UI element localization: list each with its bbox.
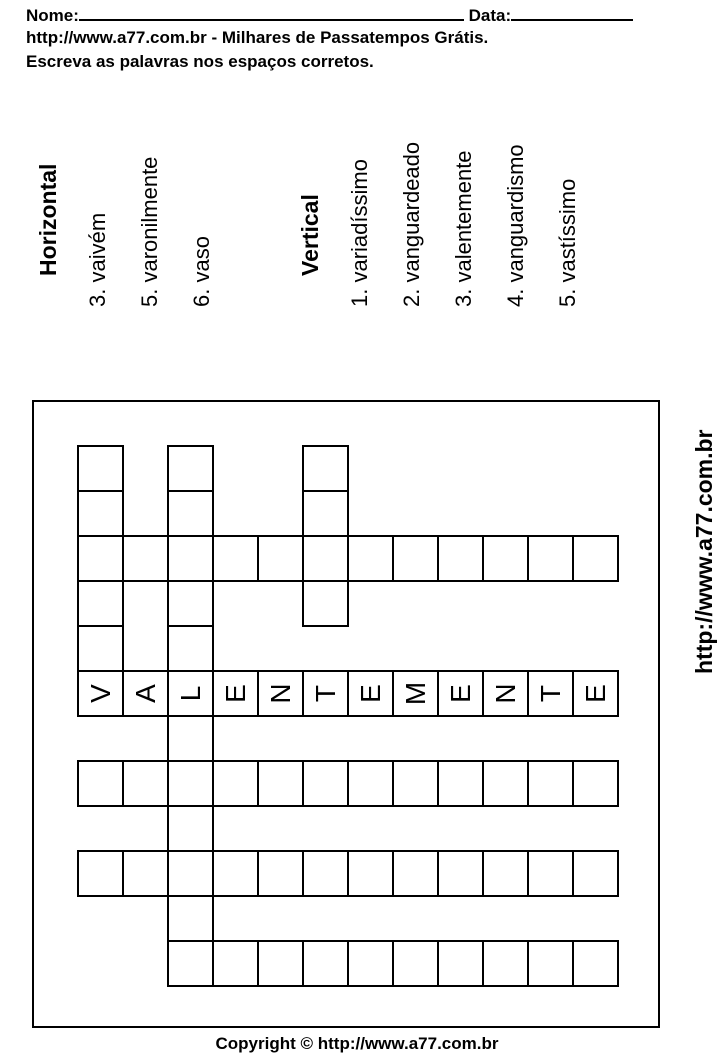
crossword-cell[interactable] [257,940,304,987]
crossword-cell[interactable] [212,940,259,987]
crossword-cell[interactable] [167,580,214,627]
crossword-cell[interactable] [167,445,214,492]
vertical-clue-1: 1. variadíssimo [347,159,372,307]
crossword-cell[interactable] [392,940,439,987]
crossword-cell[interactable] [482,850,529,897]
crossword-cell[interactable] [302,535,349,582]
vertical-clue-2: 2. vanguardeado [399,141,424,307]
footer-copyright: Copyright © http://www.a77.com.br [215,1034,499,1053]
crossword-cell[interactable] [392,850,439,897]
crossword-cell[interactable] [527,760,574,807]
crossword-cell[interactable] [122,535,169,582]
crossword-cell[interactable] [167,625,214,672]
crossword-cell[interactable] [167,850,214,897]
crossword-cell[interactable] [302,580,349,627]
header-site-line: http://www.a77.com.br - Milhares de Passatempos Grátis. [26,28,489,47]
crossword-cell[interactable] [347,940,394,987]
crossword-cell[interactable] [302,445,349,492]
crossword-cell[interactable] [392,670,439,717]
crossword-cell[interactable] [572,670,619,717]
crossword-cell[interactable] [257,670,304,717]
crossword-cell[interactable] [527,940,574,987]
vertical-clue-4: 4. vanguardismo [503,144,528,307]
crossword-cell[interactable] [77,625,124,672]
crossword-cell[interactable] [437,940,484,987]
crossword-cell[interactable] [572,940,619,987]
crossword-cell[interactable] [527,670,574,717]
crossword-letter: A [129,684,161,703]
horizontal-clue-1: 3. vaivém [85,212,110,307]
crossword-cell[interactable] [212,760,259,807]
crossword-cell[interactable] [77,490,124,537]
crossword-letter: T [534,684,566,703]
crossword-cell[interactable] [167,670,214,717]
crossword-letter: T [309,684,341,703]
crossword-cell[interactable] [527,535,574,582]
crossword-cell[interactable] [437,535,484,582]
crossword-cell[interactable] [122,850,169,897]
crossword-cell[interactable] [77,760,124,807]
crossword-cell[interactable] [572,535,619,582]
crossword-cell[interactable] [77,535,124,582]
crossword-cell[interactable] [77,445,124,492]
crossword-cell[interactable] [302,760,349,807]
crossword-cell[interactable] [212,670,259,717]
crossword-cell[interactable] [572,850,619,897]
crossword-cell[interactable] [77,670,124,717]
crossword-cell[interactable] [437,850,484,897]
crossword-letter: E [354,684,386,703]
crossword-cell[interactable] [257,850,304,897]
crossword-cell[interactable] [302,670,349,717]
crossword-cell[interactable] [167,490,214,537]
crossword-cell[interactable] [257,760,304,807]
horizontal-clue-3: 6. vaso [189,236,214,307]
date-label: Data: [468,6,512,25]
crossword-cell[interactable] [77,580,124,627]
crossword-cell[interactable] [302,850,349,897]
crossword-cell[interactable] [482,670,529,717]
crossword-cell[interactable] [392,535,439,582]
vertical-clue-3: 3. valentemente [451,150,476,307]
horizontal-clue-2: 5. varonilmente [137,156,162,307]
side-site-url: http://www.a77.com.br [691,429,717,674]
crossword-letter: N [489,683,521,704]
crossword-cell[interactable] [167,940,214,987]
crossword-cell[interactable] [212,535,259,582]
vertical-clues-title: Vertical [297,194,323,276]
crossword-letter: E [579,684,611,703]
date-blank-line[interactable] [511,4,633,21]
crossword-cell[interactable] [392,760,439,807]
crossword-cell[interactable] [167,805,214,852]
name-label: Nome: [26,6,79,25]
crossword-letter: E [444,684,476,703]
vertical-clue-5: 5. vastíssimo [555,178,580,307]
crossword-cell[interactable] [572,760,619,807]
name-blank-line[interactable] [79,4,464,21]
horizontal-clues-title: Horizontal [35,163,61,276]
crossword-cell[interactable] [167,895,214,942]
crossword-cell[interactable] [347,760,394,807]
crossword-letter: E [219,684,251,703]
crossword-cell[interactable] [302,940,349,987]
crossword-cell[interactable] [122,760,169,807]
crossword-cell[interactable] [167,535,214,582]
crossword-cell[interactable] [212,850,259,897]
crossword-cell[interactable] [482,760,529,807]
crossword-cell[interactable] [257,535,304,582]
crossword-cell[interactable] [77,850,124,897]
crossword-letter: N [264,683,296,704]
crossword-cell[interactable] [347,850,394,897]
crossword-letter: M [399,681,431,706]
crossword-letter: V [84,684,116,703]
crossword-cell[interactable] [167,715,214,762]
crossword-cell[interactable] [482,535,529,582]
crossword-cell[interactable] [347,535,394,582]
crossword-cell[interactable] [437,760,484,807]
crossword-cell[interactable] [167,760,214,807]
crossword-cell[interactable] [302,490,349,537]
crossword-cell[interactable] [347,670,394,717]
crossword-cell[interactable] [437,670,484,717]
crossword-letter: L [174,685,206,702]
crossword-cell[interactable] [482,940,529,987]
crossword-cell[interactable] [122,670,169,717]
crossword-cell[interactable] [527,850,574,897]
header-instruction: Escreva as palavras nos espaços corretos. [26,52,374,71]
header-name-date-line [26,4,633,26]
